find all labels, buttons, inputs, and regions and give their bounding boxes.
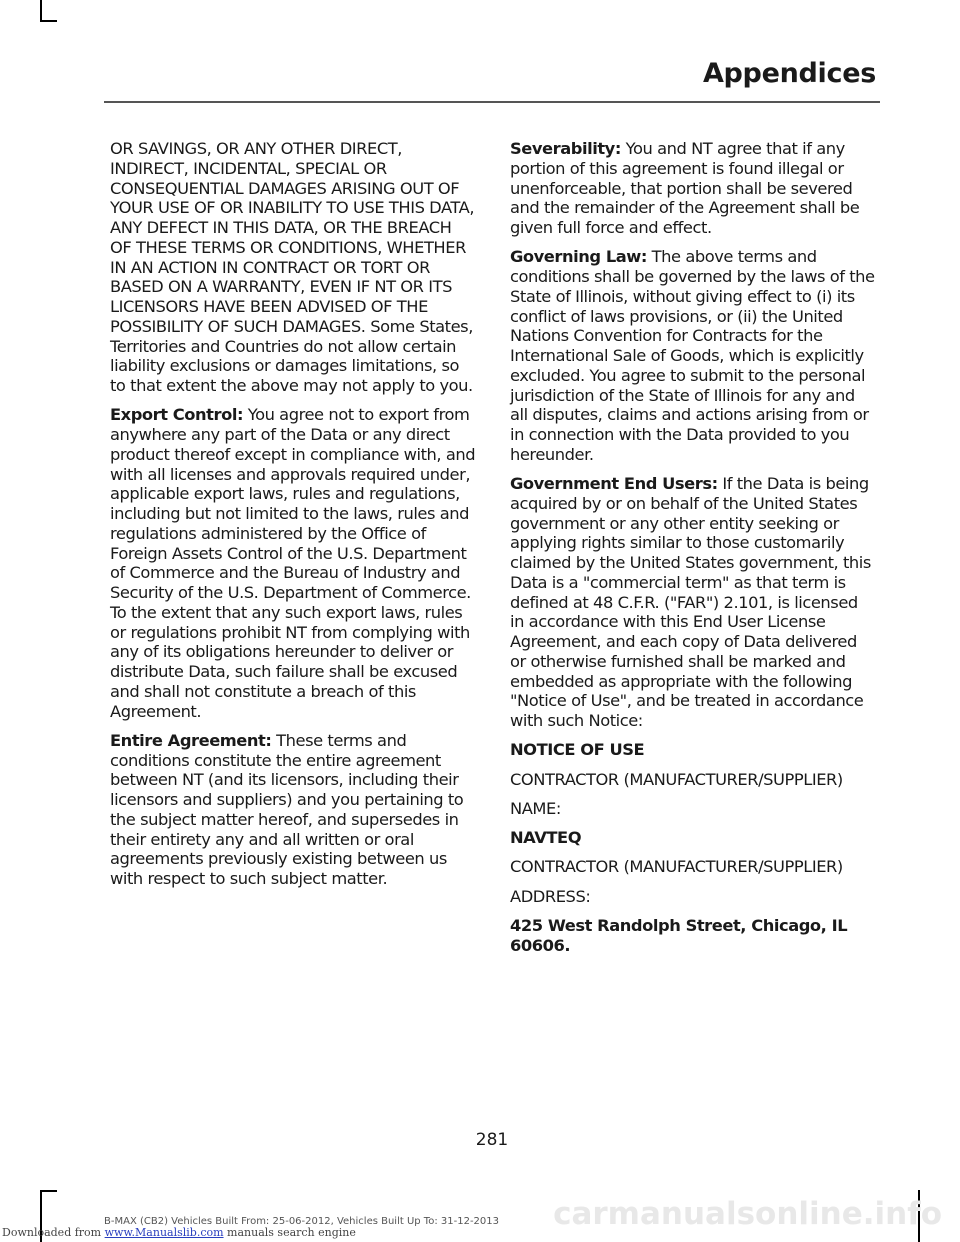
governing-law-label: Governing Law: bbox=[510, 247, 647, 267]
liability-paragraph: OR SAVINGS, OR ANY OTHER DIRECT, INDIRECT, INCIDENTAL, SPECIAL OR CONSEQUENTIAL DAMAGES ARISING OUT OF YOUR USE OF OR INABILITY TO USE THIS DATA, ANY DEFECT IN THIS DATA, OR THE BREACH OF THESE TERMS OR CONDITIONS, WHETHER IN AN ACTION IN CONTRACT OR TORT OR BASED ON A WARRANTY, EVEN IF NT OR ITS LICENSORS HAVE BEEN ADVISED OF THE POSSIBILITY OF SUCH DAMAGES. Some States, Territories and Countries do not allow certain liability exclusions or damages limitations, so to that extent the above may not apply to you. bbox=[110, 139, 475, 395]
notice-of-use-heading: NOTICE OF USE bbox=[510, 740, 645, 760]
crop-mark-top-left-vertical bbox=[40, 0, 42, 21]
address-label: ADDRESS: bbox=[510, 886, 591, 906]
name-label: NAME: bbox=[510, 798, 561, 818]
governing-law-paragraph bbox=[510, 247, 876, 464]
crop-mark-bottom-left-horizontal bbox=[40, 1190, 57, 1192]
government-end-users-label: Government End Users: bbox=[510, 474, 718, 493]
export-control-text: You agree not to export from anywhere any part of the Data or any direct product thereof except in compliance with, and with all licenses and approvals required under, applicable export laws, rules and regulations, including but not limited to the laws, rules and regulations administered by the Office of Foreign Assets Control of the U.S. Department of Commerce and the Bureau of Industry and Security of the U.S. Department of Commerce. To the extent that any such export laws, rules or regulations prohibit NT from complying with any of its obligations hereunder to deliver or distribute Data, such failure shall be excused and shall not constitute a breach of this Agreement. bbox=[110, 405, 476, 721]
governing-law-text: The above terms and conditions shall be governed by the laws of the State of Illinois, without giving effect to (i) its conflict of laws provisions, or (ii) the United Nations Convention for Contracts for the International Sale of Goods, which is explicitly excluded. You agree to submit to the personal jurisdiction of the State of Illinois for any and all disputes, claims and actions arising from or in connection with the Data provided to you hereunder. bbox=[510, 247, 875, 464]
page-title: Appendices bbox=[702, 58, 876, 89]
severability-label: Severability: bbox=[510, 139, 621, 158]
crop-mark-top-left-horizontal bbox=[40, 20, 57, 22]
name-value: NAVTEQ bbox=[510, 828, 582, 847]
right-column bbox=[510, 139, 876, 965]
download-note bbox=[2, 1226, 356, 1239]
watermark: carmanualsonline.info bbox=[553, 1196, 942, 1232]
export-control-label: Export Control: bbox=[110, 405, 244, 425]
left-column bbox=[110, 139, 476, 898]
government-end-users-text: If the Data is being acquired by or on behalf of the United States government or any other entity seeking or applying rights similar to those customarily claimed by the United States government, this Data is a "commercial term" as that term is defined at 48 C.F.R. ("FAR") 2.101, is licensed in accordance with this End User License Agreement, and each copy of Data delivered or otherwise furnished shall be marked and embedded as appropriate with the following "Notice of Use", and be treated in accordance with such Notice: bbox=[510, 474, 871, 730]
header-divider bbox=[104, 101, 880, 103]
contractor-label-2: CONTRACTOR (MANUFACTURER/SUPPLIER) bbox=[510, 857, 843, 877]
vehicle-footer-line: B-MAX (CB2) Vehicles Built From: 25-06-2012, Vehicles Built Up To: 31-12-2013 bbox=[104, 1216, 499, 1227]
entire-agreement-paragraph bbox=[110, 731, 476, 889]
manualslib-link[interactable]: www.Manualslib.com bbox=[104, 1226, 224, 1239]
export-control-paragraph bbox=[110, 405, 476, 721]
severability-paragraph bbox=[510, 139, 876, 238]
entire-agreement-label: Entire Agreement: bbox=[110, 730, 272, 750]
page-number: 281 bbox=[475, 1130, 509, 1150]
entire-agreement-text: These terms and conditions constitute the entire agreement between NT (and its licensors, including their licensors and suppliers) and you pertaining to the subject matter hereof, and supersedes in their entirety any and all written or oral agreements previously existing between us with respect to such subject matter. bbox=[110, 730, 464, 888]
government-end-users-paragraph bbox=[510, 474, 876, 731]
contractor-label-1: CONTRACTOR (MANUFACTURER/SUPPLIER) bbox=[510, 769, 843, 789]
address-value: 425 West Randolph Street, Chicago, IL 60606. bbox=[510, 915, 848, 955]
download-prefix: Downloaded from bbox=[2, 1226, 105, 1239]
download-suffix: manuals search engine bbox=[223, 1226, 356, 1239]
severability-text: You and NT agree that if any portion of this agreement is found illegal or unenforceable, that portion shall be severed and the remainder of the Agreement shall be given full force and effect. bbox=[510, 139, 860, 237]
